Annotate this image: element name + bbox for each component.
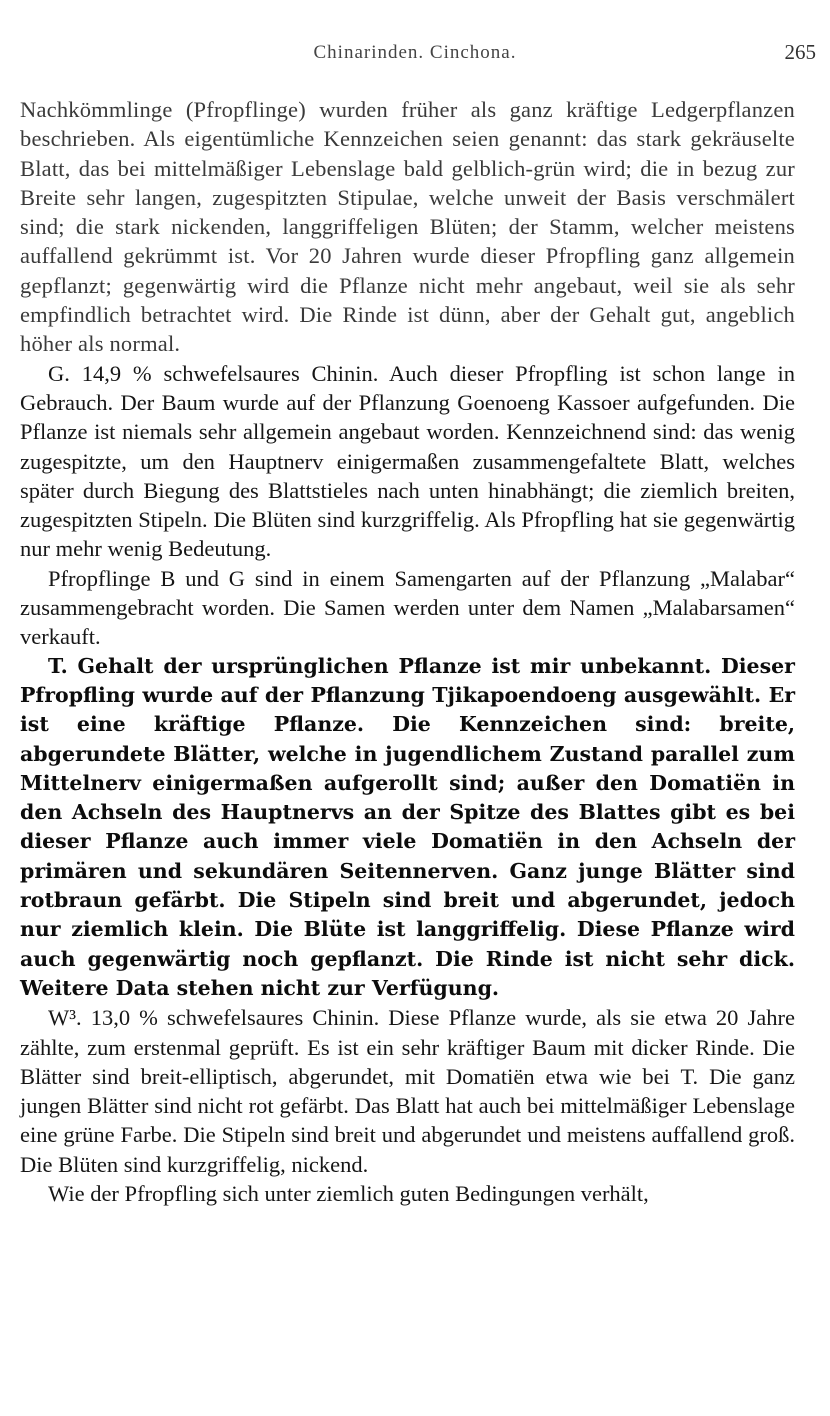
body-text	[20, 95, 795, 1208]
paragraph-pfropfling-t: T. Gehalt der ursprünglichen Pflanze ist mir unbekannt. Dieser Pfropfling wurde auf der Pflanzung Tjikapoendoeng ausgewählt. Er ist eine kräftige Pflanze. Die Kennzeichen sind: breite, abgerundete Blätter, welche in jugendlichem Zustand parallel zum Mittelnerv einigermaßen aufgerollt sind; außer den Domatiën in den Achseln des Hauptnervs an der Spitze des Blattes gibt es bei dieser Pflanze auch immer viele Domatiën in den Achseln der primären und sekundären Seitennerven. Ganz junge Blätter sind rotbraun gefärbt. Die Stipeln sind breit und abgerundet, jedoch nur ziemlich klein. Die Blüte ist langgriffelig. Diese Pflanze wird auch gegenwärtig noch gepflanzt. Die Rinde ist nicht sehr dick. Weitere Data stehen nicht zur Verfügung.	[20, 653, 795, 1000]
running-title: Chinarinden. Cinchona.	[313, 42, 517, 63]
paragraph-ledger-offspring: Nachkömmlinge (Pfropflinge) wurden früher als ganz kräftige Ledgerpflanzen beschrieben. Als eigentümliche Kennzeichen seien genannt: das stark gekräuselte Blatt, das bei mittelmäßiger Lebenslage bald gelblich-grün wird; die in bezug zur Breite sehr langen, zugespitzten Stipulae, welche unweit der Basis verschmälert sind; die stark nickenden, langgriffeligen Blüten; der Stamm, welcher meistens auffallend gekrümmt ist. Vor 20 Jahren wurde dieser Pfropfling ganz allgemein gepflanzt; gegenwärtig wird die Pflanze nicht mehr angebaut, weil sie als sehr empfindlich betrachtet wird. Die Rinde ist dünn, aber der Gehalt gut, angeblich höher als normal.	[20, 97, 795, 357]
paragraph-pfropfling-g: G. 14,9 % schwefelsaures Chinin. Auch dieser Pfropfling ist schon lange in Gebrauch. Der Baum wurde auf der Pflanzung Goenoeng Kassoer aufgefunden. Die Pflanze ist niemals sehr allgemein angebaut worden. Kennzeichnend sind: das wenig zugespitzte, um den Hauptnerv einigermaßen zusammengefaltete Blatt, welches später durch Biegung des Blattstieles nach unten hinabhängt; die ziemlich breiten, zugespitzten Stipeln. Die Blüten sind kurzgriffelig. Als Pfropfling hat sie gegenwärtig nur mehr wenig Bedeutung.	[20, 360, 795, 562]
paragraph-pfropfling-w3: W³. 13,0 % schwefelsaures Chinin. Diese Pflanze wurde, als sie etwa 20 Jahre zählte, zum erstenmal geprüft. Es ist ein sehr kräftiger Baum mit dicker Rinde. Die Blätter sind breit-elliptisch, abgerundet, mit Domatiën etwa wie bei T. Die ganz jungen Blätter sind nicht rot gefärbt. Das Blatt hat auch bei mittelmäßiger Lebenslage eine grüne Farbe. Die Stipeln sind breit und abgerundet und meistens auffallend groß. Die Blüten sind kurzgriffelig, nickend.	[20, 1005, 795, 1177]
paragraph-continuation: Wie der Pfropfling sich unter ziemlich guten Bedingungen verhält,	[48, 1180, 649, 1206]
page-number: 265	[784, 40, 816, 64]
paragraph-malabar: Pfropflinge B und G sind in einem Samengarten auf der Pflanzung „Malabar“ zusammengebracht worden. Die Samen werden unter dem Namen „Malabarsamen“ verkauft.	[20, 565, 795, 650]
running-header	[0, 38, 830, 68]
